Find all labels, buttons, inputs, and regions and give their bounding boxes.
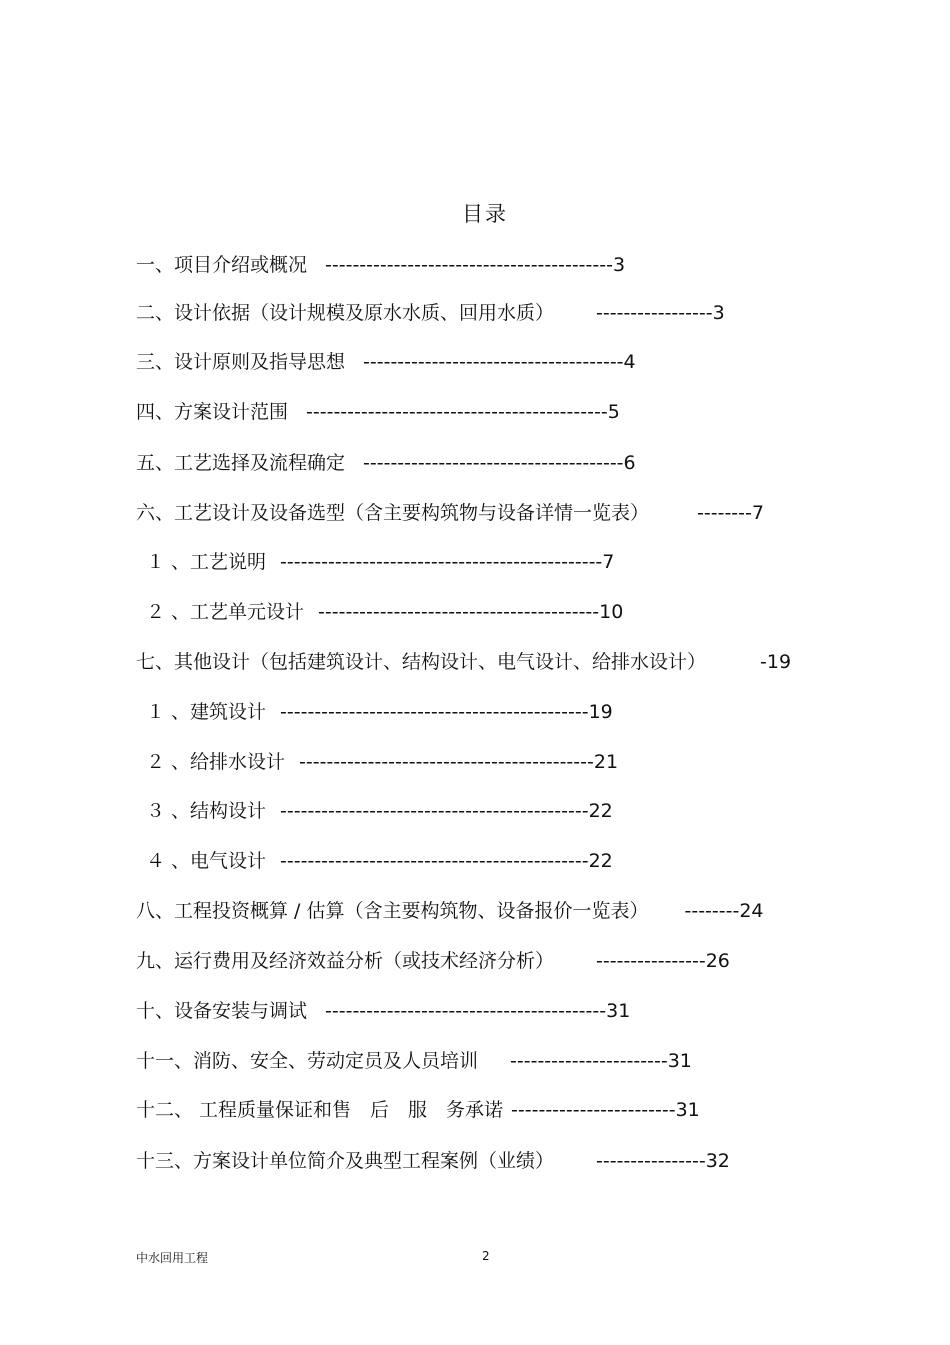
- toc-subitem-7-4: [146, 848, 613, 874]
- toc-item-6: [136, 500, 764, 526]
- toc-item-9: [136, 948, 730, 974]
- toc-label: ４ 、电气设计: [146, 850, 267, 872]
- toc-subitem-6-2: [146, 599, 623, 625]
- toc-leader: -----------------------------------------: [318, 601, 600, 623]
- toc-leader: -: [760, 651, 767, 673]
- toc-item-7: [136, 649, 791, 675]
- toc-item-13: [136, 1148, 730, 1174]
- toc-label: 四、方案设计范围: [136, 401, 289, 423]
- toc-leader: -----------------: [596, 302, 713, 324]
- toc-subitem-7-2: [146, 749, 618, 775]
- footer-document-title: 中水回用工程: [136, 1251, 209, 1265]
- toc-leader: --------------------------------------: [363, 452, 624, 474]
- toc-page-number: 19: [766, 651, 792, 673]
- toc-leader: -------------------------------------------: [299, 751, 594, 773]
- toc-page-number: 31: [675, 1099, 700, 1121]
- toc-label: １ 、工艺说明: [146, 551, 267, 573]
- toc-page-number: 5: [607, 401, 620, 423]
- toc-label: 十一、消防、安全、劳动定员及人员培训: [136, 1050, 479, 1072]
- page-title: 目录: [462, 202, 508, 226]
- toc-page-number: 6: [623, 452, 636, 474]
- toc-leader: ------------------------: [511, 1099, 676, 1121]
- toc-leader: --------: [697, 502, 752, 524]
- toc-leader: ---------------------------------------------: [280, 850, 589, 872]
- toc-subitem-7-1: [146, 699, 613, 725]
- toc-label: ３ 、结构设计: [146, 800, 267, 822]
- toc-page-number: 7: [751, 502, 764, 524]
- toc-leader: ------------------------------------------: [325, 254, 613, 276]
- toc-leader: ----------------: [596, 950, 706, 972]
- toc-label: 二、设计依据（设计规模及原水水质、回用水质）: [136, 302, 555, 324]
- toc-leader: ----------------: [596, 1150, 706, 1172]
- toc-item-12: [136, 1097, 700, 1123]
- toc-page-number: 31: [606, 1000, 631, 1022]
- toc-item-1: [136, 252, 625, 278]
- toc-label: ２ 、给排水设计: [146, 751, 286, 773]
- toc-page-number: 10: [599, 601, 624, 623]
- toc-item-11: [136, 1048, 692, 1074]
- toc-leader: ---------------------------------------------: [280, 701, 589, 723]
- toc-page-number: 19: [588, 701, 613, 723]
- toc-page-number: 7: [602, 551, 615, 573]
- toc-label: 六、工艺设计及设备选型（含主要构筑物与设备详情一览表）: [136, 502, 650, 524]
- toc-leader: -----------------------------------------------: [280, 551, 603, 573]
- toc-page-number: 3: [712, 302, 725, 324]
- toc-page-number: 32: [705, 1150, 730, 1172]
- toc-leader: -----------------------: [510, 1050, 668, 1072]
- toc-page-number: 22: [588, 800, 613, 822]
- toc-page-number: 31: [667, 1050, 692, 1072]
- toc-leader: --------------------------------------: [363, 351, 624, 373]
- toc-label: 一、项目介绍或概况: [136, 254, 308, 276]
- toc-page-number: 26: [705, 950, 730, 972]
- toc-item-10: [136, 998, 630, 1024]
- toc-item-5: [136, 450, 636, 476]
- toc-label: 七、其他设计（包括建筑设计、结构设计、电气设计、给排水设计）: [136, 651, 707, 673]
- toc-page-number: 21: [593, 751, 619, 773]
- toc-label: 八、工程投资概算 / 估算（含主要构筑物、设备报价一览表）: [136, 900, 649, 922]
- toc-page-number: 3: [612, 254, 626, 276]
- toc-subitem-7-3: [146, 798, 613, 824]
- toc-label: 五、工艺选择及流程确定: [136, 452, 346, 474]
- toc-leader: -----------------------------------------: [325, 1000, 607, 1022]
- toc-label: ２ 、工艺单元设计: [146, 601, 305, 623]
- toc-item-2: [136, 300, 725, 326]
- toc-label: 十、设备安装与调试: [136, 1000, 308, 1022]
- toc-page-number: 24: [739, 900, 764, 922]
- footer-page-number: 2: [482, 1249, 490, 1263]
- toc-item-3: [136, 349, 636, 375]
- toc-label: １ 、建筑设计: [146, 701, 267, 723]
- toc-subitem-6-1: [146, 549, 614, 575]
- toc-leader: ---------------------------------------------: [280, 800, 589, 822]
- toc-label: 十三、方案设计单位简介及典型工程案例（业绩）: [136, 1150, 555, 1172]
- toc-label: 十二、 工程质量保证和售 后 服 务承诺: [136, 1099, 504, 1121]
- toc-item-8: [136, 898, 764, 924]
- toc-page-number: 4: [623, 351, 636, 373]
- toc-item-4: [136, 399, 620, 425]
- toc-label: 三、设计原则及指导思想: [136, 351, 346, 373]
- toc-leader: --------------------------------------------: [306, 401, 608, 423]
- toc-leader: --------: [684, 900, 740, 922]
- toc-label: 九、运行费用及经济效益分析（或技术经济分析）: [136, 950, 555, 972]
- toc-page-number: 22: [588, 850, 613, 872]
